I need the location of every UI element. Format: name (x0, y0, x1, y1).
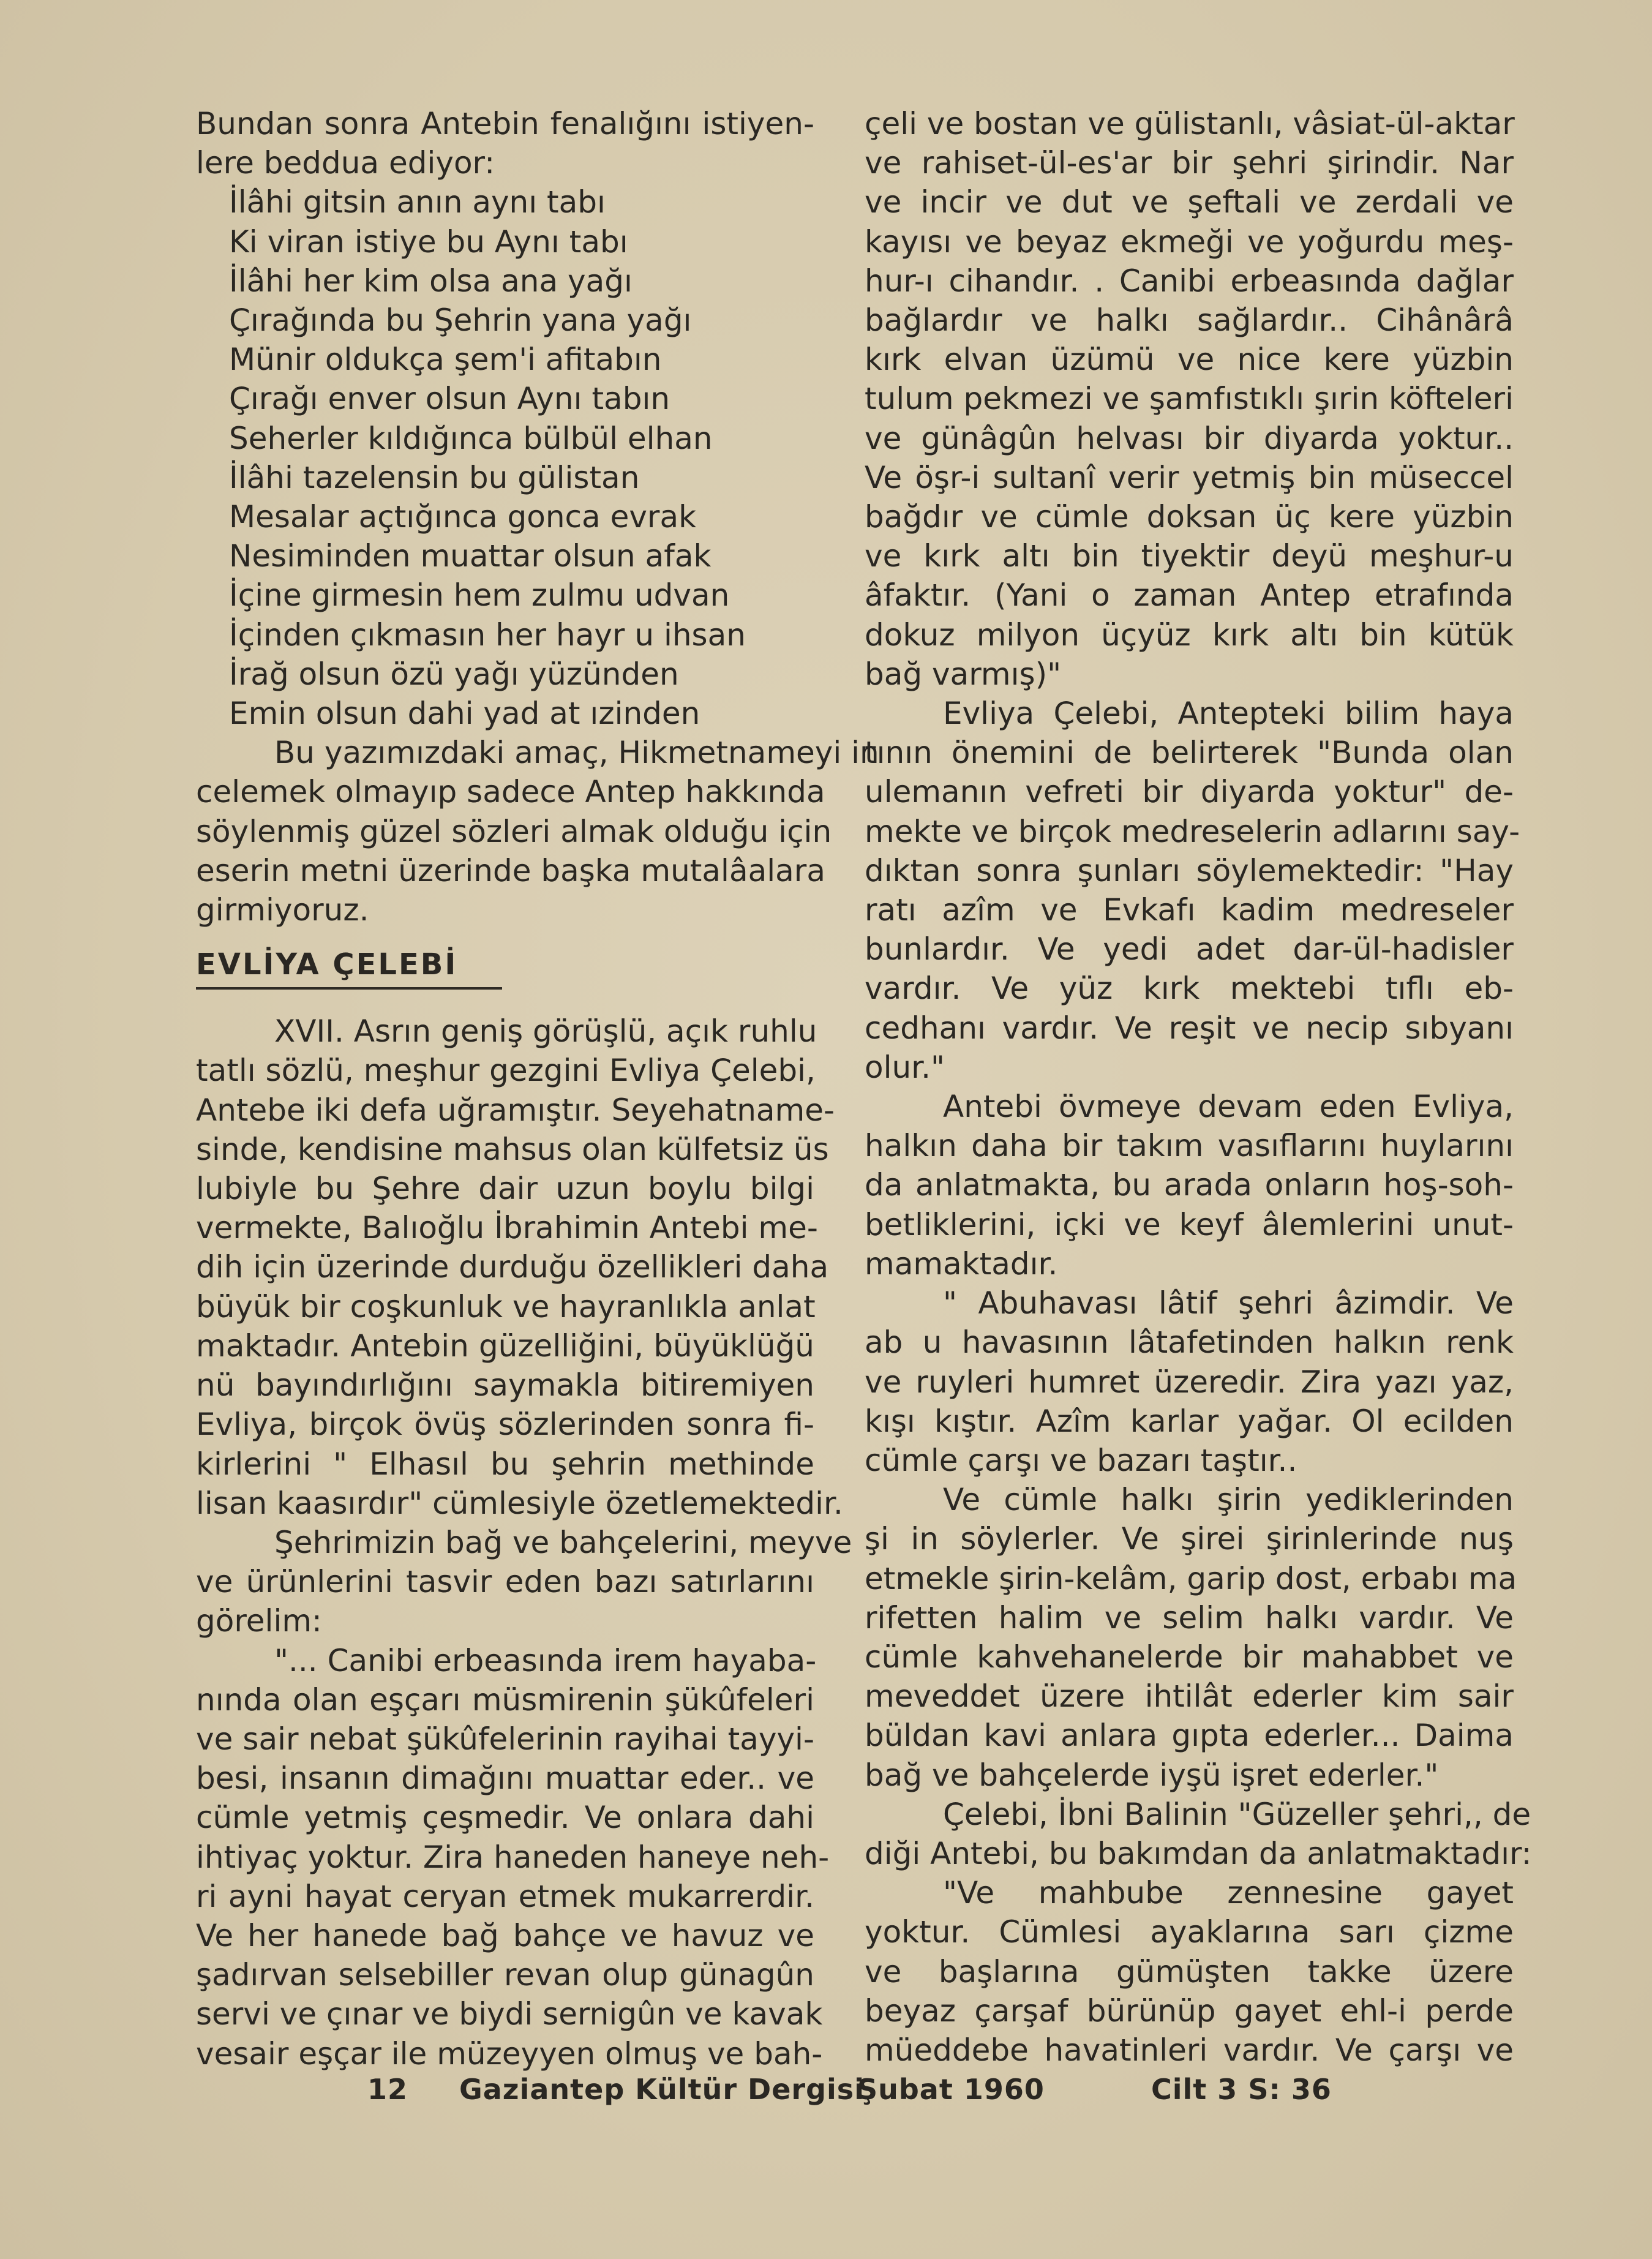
text-line: ulemanın vefreti bir diyarda yoktur" de- (865, 774, 1514, 810)
right-text-block (865, 104, 1532, 2070)
text-line: celemek olmayıp sadece Antep hakkında (196, 774, 825, 810)
text-line: ratı azîm ve Evkafı kadim medreseler (865, 892, 1514, 928)
text-line: vermekte, Balıoğlu İbrahimin Antebi me- (196, 1210, 818, 1246)
heading-underline (196, 987, 502, 990)
text-line: da anlatmakta, bu arada onların hoş-soh- (865, 1167, 1514, 1203)
text-line: "Ve mahbube zennesine gayet (943, 1875, 1514, 1911)
text-line: Seherler kıldığınca bülbül elhan (229, 420, 713, 456)
text-line: kırk elvan üzümü ve nice kere yüzbin (865, 342, 1514, 378)
text-line: Bu yazımızdaki amaç, Hikmetnameyi in (274, 735, 879, 771)
text-line: kirlerini " Elhasıl bu şehrin methinde (196, 1446, 814, 1482)
text-line: mekte ve birçok medreselerin adlarını say- (865, 813, 1520, 849)
text-line: İçine girmesin hem zulmu udvan (229, 577, 730, 614)
text-line: cedhanı vardır. Ve reşit ve necip sıbyanı (865, 1010, 1514, 1046)
text-line: lubiyle bu Şehre dair uzun boylu bilgi (196, 1171, 814, 1207)
text-line: tının önemini de belirterek "Bunda olan (865, 735, 1514, 771)
text-line: dih için üzerinde durduğu özellikleri daha (196, 1249, 829, 1285)
text-line: İçinden çıkmasın her hayr u ihsan (229, 617, 746, 653)
text-line: meveddet üzere ihtilât ederler kim sair (865, 1678, 1514, 1715)
text-line: İlâhi tazelensin bu gülistan (229, 459, 640, 495)
text-line: büyük bir coşkunluk ve hayranlıkla anlat (196, 1288, 816, 1325)
text-line: ab u havasının lâtafetinden halkın renk (865, 1325, 1514, 1361)
text-line: Emin olsun dahi yad at ızinden (229, 696, 700, 732)
volume-number: Cilt 3 S: 36 (1151, 2073, 1332, 2106)
text-line: vardır. Ve yüz kırk mektebi tıflı eb- (865, 971, 1514, 1007)
right-column (865, 104, 1532, 2070)
text-line: Çelebi, İbni Balinin "Güzeller şehri,, de (943, 1796, 1531, 1832)
issue-date: Şubat 1960 (857, 2073, 1045, 2106)
text-line: lere beddua ediyor: (196, 145, 495, 181)
text-line: bağ varmış)" (865, 656, 1062, 692)
text-line: ri ayni hayat ceryan etmek mukarrerdir. (196, 1878, 814, 1914)
text-line: lisan kaasırdır" cümlesiyle özetlemektedir. (196, 1485, 843, 1521)
text-line: girmiyoruz. (196, 892, 369, 928)
text-line: ve kırk altı bin tiyektir deyü meşhur-u (865, 538, 1514, 574)
text-line: Nesiminden muattar olsun afak (229, 538, 711, 574)
text-line: besi, insanın dimağını muattar eder.. ve (196, 1761, 814, 1797)
text-line: rifetten halim ve selim halkı vardır. Ve (865, 1599, 1514, 1636)
text-line: Mesalar açtığınca gonca evrak (229, 499, 697, 535)
text-line: ve ruyleri humret üzeredir. Zira yazı yaz, (865, 1364, 1514, 1400)
text-line: Münir oldukça şem'i afitabın (229, 342, 662, 378)
text-line: Şehrimizin bağ ve bahçelerini, meyve (274, 1524, 852, 1560)
text-line: hur-ı cihandır. . Canibi erbeasında dağlar (865, 263, 1514, 299)
text-line: görelim: (196, 1603, 322, 1639)
text-line: âfaktır. (Yani o zaman Antep etrafında (865, 577, 1514, 614)
text-line: eserin metni üzerinde başka mutalâalara (196, 852, 825, 889)
text-line: tatlı sözlü, meşhur gezgini Evliya Çelebi, (196, 1053, 816, 1089)
text-line: söylenmiş güzel sözleri almak olduğu için (196, 813, 832, 849)
text-line: Bundan sonra Antebin fenalığını istiyen- (196, 106, 814, 141)
text-line: yoktur. Cümlesi ayaklarına sarı çizme (865, 1914, 1514, 1950)
text-line: etmekle şirin-kelâm, garip dost, erbabı ma (865, 1560, 1517, 1596)
left-column (196, 104, 879, 2073)
text-line: kayısı ve beyaz ekmeği ve yoğurdu meş- (865, 224, 1514, 260)
text-line: XVII. Asrın geniş görüşlü, açık ruhlu (274, 1013, 817, 1050)
text-line: " Abuhavası lâtif şehri âzimdir. Ve (943, 1285, 1514, 1321)
left-text-block (196, 104, 879, 930)
text-line: cümle çarşı ve bazarı taştır.. (865, 1442, 1297, 1478)
text-line: Ve öşr-i sultanî verir yetmiş bin müseccel (865, 459, 1514, 495)
text-line: müeddebe havatinleri vardır. Ve çarşı ve (865, 2032, 1514, 2068)
text-line: Evliya, birçok övüş sözlerinden sonra fi- (196, 1407, 814, 1443)
text-line: İlâhi gitsin anın aynı tabı (229, 184, 606, 220)
text-line: ve günâgûn helvası bir diyarda yoktur.. (865, 420, 1514, 456)
text-line: Çırağında bu Şehrin yana yağı (229, 303, 692, 339)
text-line: nında olan eşçarı müsmirenin şükûfeleri (196, 1682, 814, 1718)
text-line: Antebi övmeye devam eden Evliya, (943, 1089, 1514, 1125)
text-line: Evliya Çelebi, Antepteki bilim haya (943, 696, 1514, 732)
text-line: şadırvan selsebiller revan olup günagûn (196, 1957, 814, 1993)
text-line: kışı kıştır. Azîm karlar yağar. Ol ecilden (865, 1403, 1514, 1439)
text-line: sinde, kendisine mahsus olan külfetsiz üs (196, 1131, 829, 1167)
text-line: ve rahiset-ül-es'ar bir şehri şirindir. Nar (865, 145, 1514, 181)
text-line: Ve cümle halkı şirin yediklerinden (943, 1482, 1514, 1518)
text-line: Çırağı enver olsun Aynı tabın (229, 381, 670, 417)
text-line: ve başlarına gümüşten takke üzere (865, 1953, 1514, 1990)
text-line: nü bayındırlığını saymakla bitiremiyen (196, 1367, 814, 1404)
text-line: cümle yetmiş çeşmedir. Ve onlara dahi (196, 1800, 814, 1836)
text-line: ve ürünlerini tasvir eden bazı satırlarını (196, 1564, 814, 1600)
text-line: tulum pekmezi ve şamfıstıklı şırin köfteleri (865, 381, 1514, 417)
text-line: Ve her hanede bağ bahçe ve havuz ve (196, 1917, 814, 1953)
text-line: vesair eşçar ile müzeyyen olmuş ve bah- (196, 2035, 823, 2072)
text-line: ihtiyaç yoktur. Zira haneden haneye neh- (196, 1839, 830, 1875)
text-line: bunlardır. Ve yedi adet dar-ül-hadisler (865, 931, 1514, 968)
text-line: maktadır. Antebin güzelliğini, büyüklüğü (196, 1328, 814, 1364)
text-line: ve sair nebat şükûfelerinin rayihai tayyi- (196, 1721, 814, 1757)
text-line: bağ ve bahçelerde iyşü işret ederler." (865, 1757, 1439, 1793)
text-line: "... Canibi erbeasında irem hayaba- (274, 1642, 817, 1678)
text-line: çeli ve bostan ve gülistanlı, vâsiat-ül-aktar (865, 106, 1515, 141)
text-line: İlâhi her kim olsa ana yağı (229, 263, 633, 299)
text-line: şi in söylerler. Ve şirei şirinlerinde nuş (865, 1521, 1514, 1557)
text-line: betliklerini, içki ve keyf âlemlerini unut- (865, 1206, 1514, 1242)
page-number: 12 (367, 2073, 408, 2106)
text-line: Antebe iki defa uğramıştır. Seyehatname- (196, 1092, 835, 1128)
left-text-block-2 (196, 1012, 852, 2073)
text-line: beyaz çarşaf bürünüp gayet ehl-i perde (865, 1993, 1514, 2029)
text-line: Ki viran istiye bu Aynı tabı (229, 224, 628, 260)
text-line: İrağ olsun özü yağı yüzünden (229, 656, 679, 692)
text-line: büldan kavi anlara gıpta ederler... Daima (865, 1718, 1514, 1754)
text-line: diği Antebi, bu bakımdan da anlatmaktadır: (865, 1835, 1532, 1871)
text-line: cümle kahvehanelerde bir mahabbet ve (865, 1639, 1514, 1675)
text-line: dokuz milyon üçyüz kırk altı bin kütük (865, 617, 1514, 653)
section-heading: EVLİYA ÇELEBİ (196, 947, 458, 982)
text-line: mamaktadır. (865, 1246, 1058, 1282)
text-line: ve incir ve dut ve şeftali ve zerdali ve (865, 184, 1514, 220)
text-line: dıktan sonra şunları söylemektedir: "Hay (865, 852, 1514, 889)
text-line: servi ve çınar ve biydi sernigûn ve kavak (196, 1996, 823, 2032)
text-line: bağdır ve cümle doksan üç kere yüzbin (865, 499, 1514, 535)
text-line: olur." (865, 1049, 945, 1085)
text-line: bağlardır ve halkı sağlardır.. Cihânârâ (865, 303, 1514, 339)
magazine-title: Gaziantep Kültür Dergisi (459, 2073, 865, 2106)
text-line: halkın daha bir takım vasıflarını huylarını (865, 1128, 1514, 1164)
